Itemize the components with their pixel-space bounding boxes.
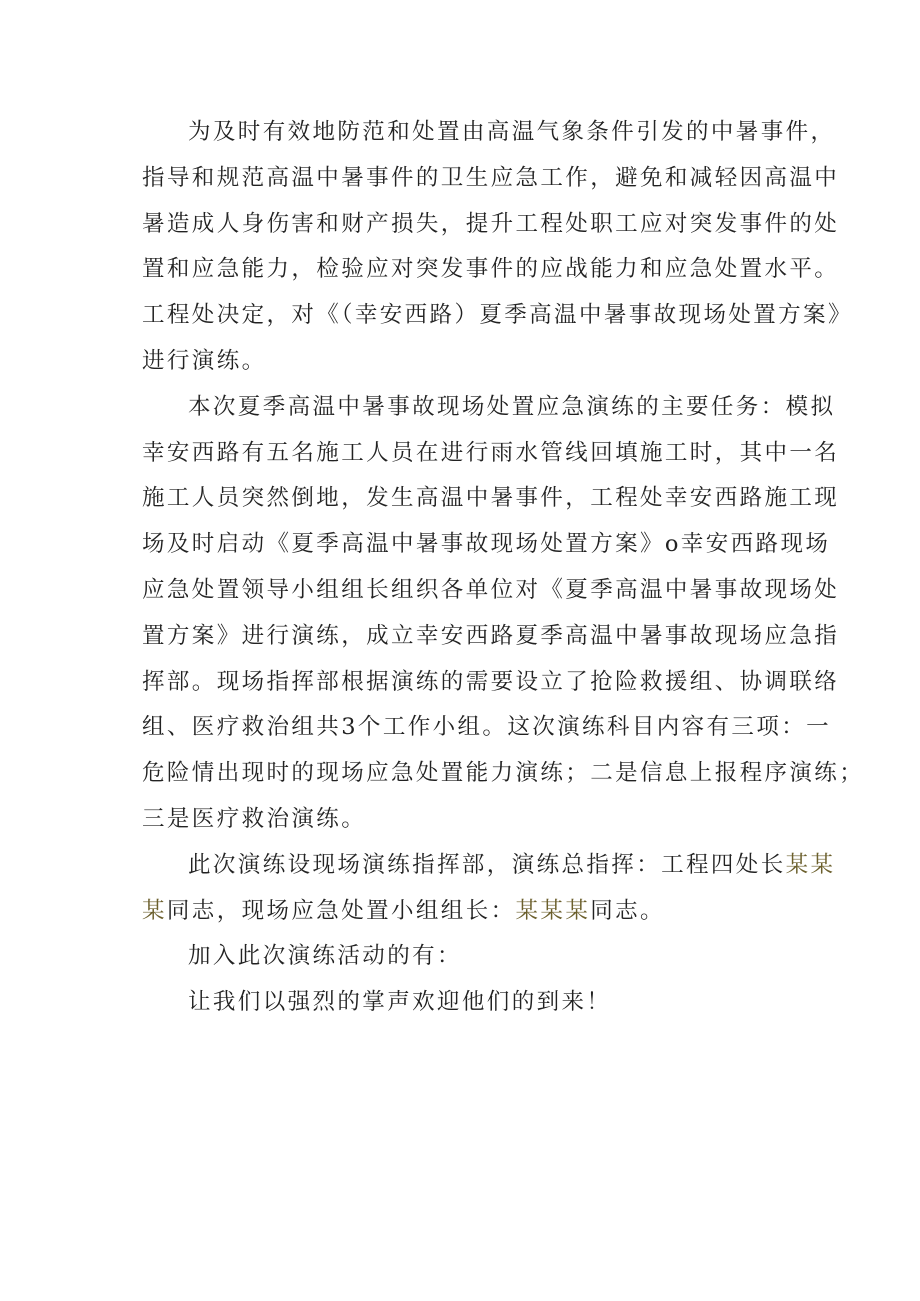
paragraph-command <box>142 843 836 935</box>
text-line: 暑造成人身伤害和财产损失，提升工程处职工应对突发事件的处 <box>142 210 840 237</box>
commander-name: 某某 <box>785 851 836 878</box>
text-line: 幸安西路有五名施工人员在进行雨水管线回填施工时，其中一名 <box>142 439 840 466</box>
text-line: 场及时启动《夏季高温中暑事故现场处置方案》o幸安西路现场 <box>142 531 831 558</box>
text-line: 本次夏季高温中暑事故现场处置应急演练的主要任务：模拟 <box>188 393 836 420</box>
leader-name: 某某某 <box>515 897 591 924</box>
text-line: 为及时有效地防范和处置由高温气象条件引发的中暑事件， <box>188 119 836 145</box>
text-line: 挥部。现场指挥部根据演练的需要设立了抢险救援组、协调联络 <box>142 668 840 695</box>
text-line <box>142 889 794 935</box>
paragraph-main-task <box>142 385 865 843</box>
text-line: 置和应急能力，检验应对突发事件的应战能力和应急处置水平。 <box>142 256 840 283</box>
document-body <box>142 110 865 1026</box>
text-line: 加入此次演练活动的有： <box>188 943 462 970</box>
paragraph-welcome <box>142 980 794 1026</box>
text-line: 危险情出现时的现场应急处置能力演练；二是信息上报程序演练； <box>142 760 865 787</box>
text-line: 进行演练。 <box>142 347 267 374</box>
text-line: 三是医疗救治演练。 <box>142 805 367 832</box>
text-line: 指导和规范高温中暑事件的卫生应急工作，避免和减轻因高温中 <box>142 164 840 191</box>
text-line: 组、医疗救治组共3个工作小组。这次演练科目内容有三项：一 <box>142 714 832 741</box>
text-line: 工程处决定，对《（幸安西路）夏季高温中暑事故现场处置方案》 <box>142 302 853 329</box>
text-line <box>142 843 836 889</box>
text-line: 置方案》进行演练，成立幸安西路夏季高温中暑事故现场应急指 <box>142 622 840 649</box>
paragraph-participants <box>142 934 794 980</box>
command-text: 此次演练设现场演练指挥部，演练总指挥：工程四处长 <box>188 851 786 878</box>
text-line: 施工人员突然倒地，发生高温中暑事件，工程处幸安西路施工现 <box>142 485 840 512</box>
command-text: 同志，现场应急处置小组组长： <box>166 897 516 924</box>
text-line: 让我们以强烈的掌声欢迎他们的到来！ <box>188 989 612 1016</box>
paragraph-purpose <box>142 110 853 385</box>
command-text: 同志。 <box>590 897 665 924</box>
text-line: 应急处置领导小组组长组织各单位对《夏季高温中暑事故现场处 <box>142 576 840 603</box>
commander-name-cont: 某 <box>142 897 167 924</box>
